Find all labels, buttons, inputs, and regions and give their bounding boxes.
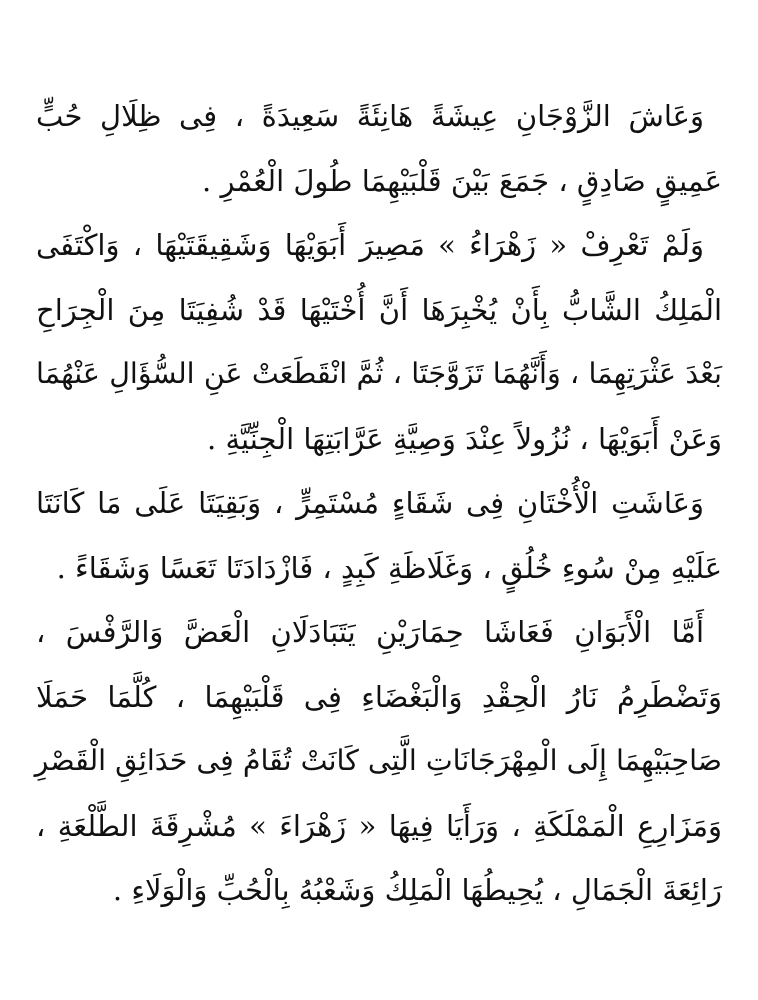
text-line-12: وَمَزَارِعِ الْمَمْلَكَةِ ، وَرَأَيَا فِيهَا « زَهْرَاءَ » مُشْرِقَةَ الطَّلْعَةِ ،: [36, 808, 722, 843]
text-line-4: الْمَلِكُ الشَّابُّ بِأَنْ يُخْبِرَهَا أَنَّ أُخْتَيْهَا قَدْ شُفِيَتَا مِنَ الْجِرَاحِ: [36, 292, 722, 327]
text-line-5: بَعْدَ عَثْرَتِهِمَا ، وَأَنَّهُمَا تَزَوَّجَتَا ، ثُمَّ انْقَطَعَتْ عَنِ السُّؤَالِ عَنْهُمَا: [36, 357, 722, 390]
text-line-6: وَعَنْ أَبَوَيْهَا ، نُزُولاً عِنْدَ وَصِيَّةِ عَرَّابَتِهَا الْجِنِّيَّةِ .: [207, 421, 722, 456]
text-line-3: وَلَمْ تَعْرِفْ « زَهْرَاءُ » مَصِيرَ أَبَوَيْهَا وَشَقِيقَتَيْهَا ، وَاكْتَفَى: [36, 228, 704, 262]
text-line-9: أَمَّا الْأَبَوَانِ فَعَاشَا حِمَارَيْنِ يَتَبَادَلَانِ الْعَضَّ وَالرَّفْسَ ،: [36, 615, 704, 649]
text-line-13: رَائِعَةَ الْجَمَالِ ، يُحِيطُهَا الْمَلِكُ وَشَعْبُهُ بِالْحُبِّ وَالْوَلَاءِ .: [112, 873, 722, 907]
text-line-7: وَعَاشَتِ الْأُخْتَانِ فِى شَقَاءٍ مُسْتَمِرٍّ ، وَبَقِيَتَا عَلَى مَا كَانَتَا: [36, 486, 704, 520]
text-line-11: صَاحِبَيْهِمَا إِلَى الْمِهْرَجَانَاتِ الَّتِى كَانَتْ تُقَامُ فِى حَدَائِقِ الْقَصْرِ: [34, 744, 722, 777]
text-line-10: وَتَضْطَرِمُ نَارُ الْحِقْدِ وَالْبَغْضَاءِ فِى قَلْبَيْهِمَا ، كُلَّمَا حَمَلَا: [36, 679, 722, 714]
text-line-2: عَمِيقٍ صَادِقٍ ، جَمَعَ بَيْنَ قَلْبَيْهِمَا طُولَ الْعُمْرِ .: [202, 163, 722, 198]
book-page: [36, 84, 722, 923]
text-line-8: عَلَيْهِ مِنْ سُوءِ خُلُقٍ ، وَغَلَاظَةِ كَبِدٍ ، فَازْدَادَتَا تَعَسًا وَشَقَاءً .: [56, 550, 722, 585]
text-line-1: وَعَاشَ الزَّوْجَانِ عِيشَةً هَانِئَةً سَعِيدَةً ، فِى ظِلَالِ حُبٍّ: [36, 99, 704, 133]
